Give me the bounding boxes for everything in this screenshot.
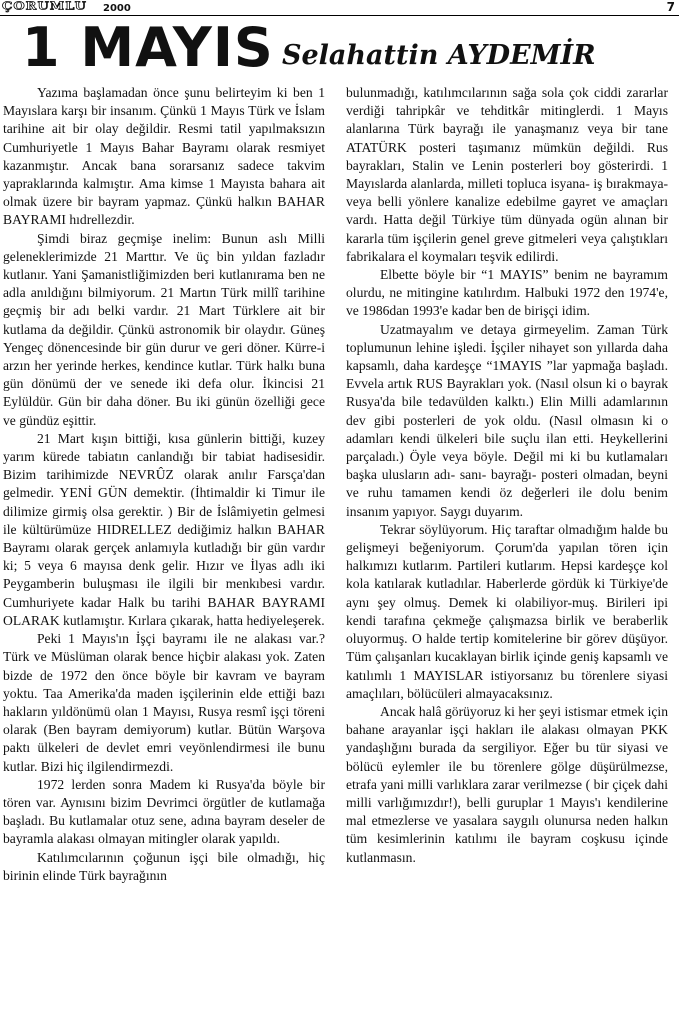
page-number: 7 [666,0,675,14]
paragraph: Elbette böyle bir “1 MAYIS” benim ne bayramım olurdu, ne mitingine katılırdım. Halbuki 1972 den 1974'e, ve 1986dan 1993'e kadar ben de birişçi idim. [346,267,668,319]
left-column [3,84,325,1012]
paragraph: Peki 1 Mayıs'ın İşçi bayramı ile ne alakası var.? Türk ve Müslüman olarak bence hiçbir alakası yok. Zaten bizde de 1972 den önce böyle bir kavram ve bayram yoktu. Taa Amerika'da maden işçilerinin elde ettiği bazı hakların yıldönümü olan 1 Mayısı, Rusya resmî işçi töreni olarak (Ben bayram demiyorum) kutlar. Bütün Warşova paktı ülkeleri de devlet emri veyönlendirmesi ile bunu kutlar. Bizi hiç ilgilendirmezdi. [3,631,325,774]
paragraph: Ancak halâ görüyoruz ki her şeyi istismar etmek için bahane arayanlar işçi hakları ile alakası olmayan PKK yandaşlığını burada da sergiliyor. Eğer bu tür siyasi ve bölücü eylemler ile bu törenlere gölge düşürülmezse, etrafa yani milli varlıklara zarar verilmezse ( bir çiçek dahi milli varlığımızdır!), belli guruplar 1 Mayıs'ı kendilerine mal etmezlerse ve yasalara saygılı olunursa neden halkın tüm kesimlerinin katılımı ile bayram coşkusu içinde kutlanmasın. [346,703,668,865]
paragraph: bulunmadığı, katılımcılarının sağa sola çok ciddi zararlar verdiği tahripkâr ve tehditkâr mitinglerdi. 1 Mayıs alanlarına Türk bayrağı ile yanaşmanız veya bir tane ATATÜRK posteri taşımanız mümkün değildi. Rus bayrakları, Stalin ve Lenin posterleri boy gösterirdi. 1 Mayıslarda alanlarda, milleti topluca isyana- iş bırakmaya- veya belli yönlere kanalize edebilme gayret ve amaçları vardı. Hatta değil Türkiye tüm dünyada ogün alınan bir kararla tüm işçilerin genel greve gitmeleri veya çalıştıkları fabrikalara el koymaları teşvik edilirdi. [346,85,668,264]
paragraph: 21 Mart kışın bittiği, kısa günlerin bittiği, kuzey yarım kürede tabiatın canlandığı bir tabiat hadisesidir. Bizim tarihimizde NEVRÛZ olarak anılır Farsça'dan gelmedir. YENİ GÜN demektir. (İhtimaldir ki Timur ile dilimize girmiş olsa gerektir. ) Bir de İslâmiyetin gelmesi ile kültürümüze HIDRELLEZ dediğimiz halkın BAHAR Bayramı olarak gerçek anlamıyla kutladığı bir gün vardır ki; 5 veya 6 mayısa denk gelir. Hızır ve İlyas adlı iki Peygamberin buluşması ile ilgili bir menkıbesi vardır. Cumhuriyete kadar Halk bu tarihi BAHAR BAYRAMI OLARAK kutlamıştır. Kırlara çıkarak, hatta hediyeleşerek. [3,430,325,628]
article-title: 1 MAYIS [22,16,274,79]
issue-year: 2000 [103,3,131,14]
paragraph: Yazıma başlamadan önce şunu belirteyim ki ben 1 Mayıslara karşı bir insanım. Çünkü 1 Mayıs Türk ve İslam tarihine ait bir olay değildir. Resmi tatil yapılmaksızın Cumhuriyetle 1 Mayıs Bahar Bayramı olarak resmiyet kazanmıştır. Ancak bana sorarsanız sadece takvim yapraklarında kalmıştır. Ama kimse 1 Mayısta bahara ait olmak üzere bir bayram yapmaz. Çünkü halkın BAHAR BAYRAMI hıdrellezdir. [3,85,325,228]
article-author: Selahattin AYDEMİR [282,40,596,71]
paragraph: Katılımcılarının çoğunun işçi bile olmadığı, hiç birinin elinde Türk bayrağının [3,849,325,883]
paragraph: Tekrar söylüyorum. Hiç taraftar olmadığım halde bu gelişmeyi beğeniyorum. Çorum'da yapılan tören için halkımızı kutlarım. Partileri kutlarım. Hepsi kardeşçe kol kola katılarak kutladılar. Haberlerde gördük ki Türkiye'de aynı şey olmuş. Demek ki olabiliyor-muş. Birileri ipi kendi tarafına çekmeğe çalışmazsa birlik ve beraberlik oluyormuş. O halde tertip komitelerine bir görev düşüyor. Tüm çalışanları kucaklayan birlik içinde geniş kapsamlı ve katılımlı 1 MAYISLAR istiyorsanız bu törenlere siyasi amaçlıları, bölücüleri almayacaksınız. [346,521,668,701]
masthead-logo: ÇORUMLU [2,0,87,13]
right-column [346,84,668,1012]
paragraph: Şimdi biraz geçmişe inelim: Bunun aslı Milli geleneklerimizde 21 Marttır. Ve üç bin yıldan fazladır kutlanır. Yani Şamanistliğimizden beri kutlanırama ben ne adla anıldığını bilmiyorum. 21 Martın Türk millî tarihine geçmiş bir adı belki vardır. 21 Mart Türklere ait bir kutlama da değildir. Çünkü astronomik bir olaydır. Güneş Yengeç dönencesinde bir gün durur ve geri döner. Kürre-i arzın her yerinde herkes, kendince kutlar. Türk halkı buna gün dönümü der ve senede iki defa olur. İkincisi 21 Eylüldür. Gün bir daha döner. Bu iki günün özelliği gece ve gündüz eşittir. [3,230,325,428]
paragraph: Uzatmayalım ve detaya girmeyelim. Zaman Türk toplumunun lehine işledi. İşçiler nihayet son yıllarda daha kapsamlı, daha kardeşçe “1MAYIS ”lar yapmağa başladı. Evvela artık RUS Bayrakları yok. (Nasıl olsun ki o bayrak Rusya'da bile tedavülden kalktı.) Elin Milli adamlarının dev gibi posterleri de yok oldu. (Nasıl olmasın ki o adamları kendi ülkeleri bile suçlu ilan etti. Heykellerini parçaladı.) Öyle veya böyle. Değil mi ki bu kutlamaları başka ulusların adı- sanı- bayrağı- posteri olmadan, beyni ve ruhu tamamen kendi öz değerleri ile dolu benim insanım yapıyor. Saygı duyarım. [346,321,668,519]
paragraph: 1972 lerden sonra Madem ki Rusya'da böyle bir tören var. Aynısını bizim Devrimci örgütler de kutlamağa başladı. Bu kutlamalar otuz sene, adına bayram deseler de bayramla alakası olmayan mitingler olarak yapıldı. [3,776,325,847]
